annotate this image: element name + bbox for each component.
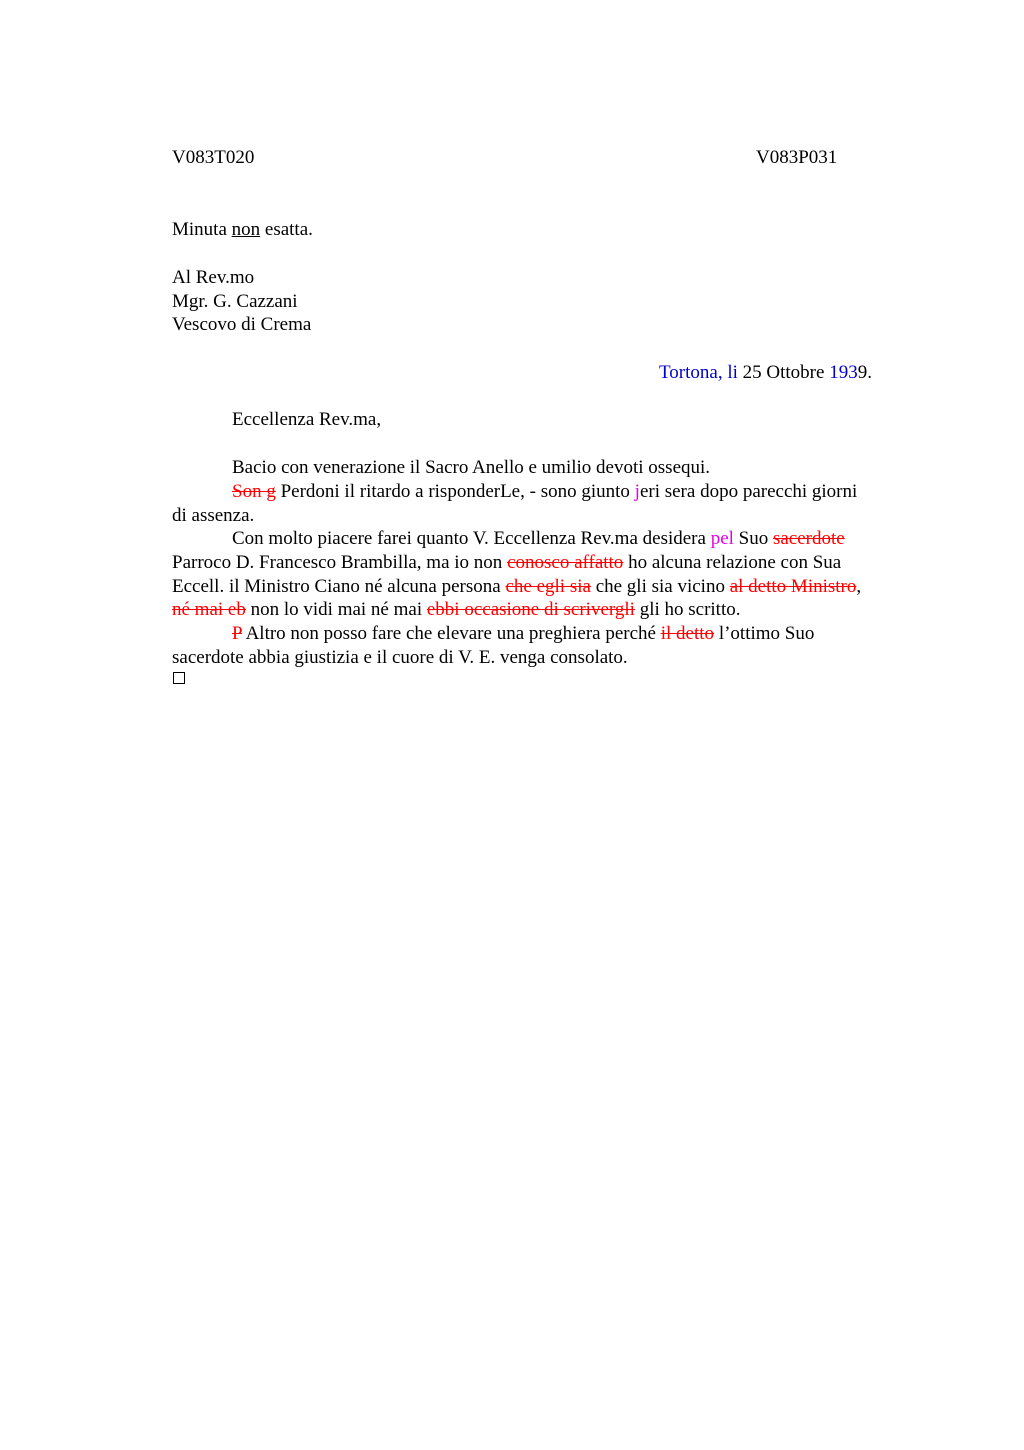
document-code-right: V083P031 — [756, 147, 838, 168]
paragraph-2-line-2: di assenza. — [172, 505, 255, 526]
deletion: ebbi occasione di scrivergli — [426, 599, 635, 620]
text: , — [856, 576, 862, 597]
deletion: né mai eb — [172, 599, 246, 620]
deletion: al detto Ministro — [729, 576, 857, 597]
paragraph-2-line-1 — [232, 480, 857, 504]
paragraph-3-line-1 — [232, 527, 845, 551]
text: Altro non posso fare che elevare una preghiera perché — [241, 623, 661, 644]
text: che gli sia vicino — [590, 576, 730, 597]
deletion: conosco affatto — [507, 552, 624, 573]
dateline-day-month: 25 Ottobre — [737, 362, 830, 383]
paragraph-3-line-3 — [172, 575, 861, 599]
text: ho alcuna relazione con Sua — [623, 552, 842, 573]
text: Parroco D. Francesco Brambilla, ma io non — [172, 552, 508, 573]
draft-note-underlined: non — [231, 219, 261, 240]
dateline-place: Tortona, li — [659, 362, 738, 383]
text: Con molto piacere farei quanto V. Eccellenza Rev.ma desidera — [232, 528, 711, 549]
salutation: Eccellenza Rev.ma, — [232, 409, 382, 430]
deletion: il detto — [660, 623, 715, 644]
dateline-year-suffix: 9. — [857, 362, 872, 383]
deletion: che egli sia — [505, 576, 591, 597]
deletion: Son g — [232, 481, 276, 502]
text: Eccell. il Ministro Ciano né alcuna persona — [172, 576, 506, 597]
paragraph-3-line-2 — [172, 551, 841, 575]
text: eri sera dopo parecchi giorni — [639, 481, 858, 502]
draft-note-before: Minuta — [172, 219, 232, 240]
paragraph-3-line-4 — [172, 598, 741, 622]
dateline — [659, 361, 872, 385]
addressee-line-2: Mgr. G. Cazzani — [172, 291, 298, 312]
text: non lo vidi mai né mai — [245, 599, 427, 620]
paragraph-4-line-2: sacerdote abbia giustizia e il cuore di V. E. venga consolato. — [172, 647, 628, 668]
draft-note — [172, 218, 313, 242]
draft-note-after: esatta. — [260, 219, 313, 240]
dateline-year-prefix: 193 — [829, 362, 858, 383]
text: l’ottimo Suo — [714, 623, 815, 644]
text: Perdoni il ritardo a risponderLe, - sono giunto — [275, 481, 635, 502]
addressee-line-3: Vescovo di Crema — [172, 314, 312, 335]
deletion: sacerdote — [772, 528, 845, 549]
text: Suo — [733, 528, 773, 549]
deletion: P — [232, 623, 242, 644]
document-code-left: V083T020 — [172, 147, 255, 168]
addressee-line-1: Al Rev.mo — [172, 267, 255, 288]
insertion: j — [634, 481, 640, 502]
empty-square-icon — [173, 672, 185, 684]
text: gli ho scritto. — [634, 599, 741, 620]
insertion: pel — [710, 528, 734, 549]
paragraph-4-line-1 — [232, 622, 814, 646]
paragraph-1: Bacio con venerazione il Sacro Anello e umilio devoti ossequi. — [232, 457, 711, 478]
